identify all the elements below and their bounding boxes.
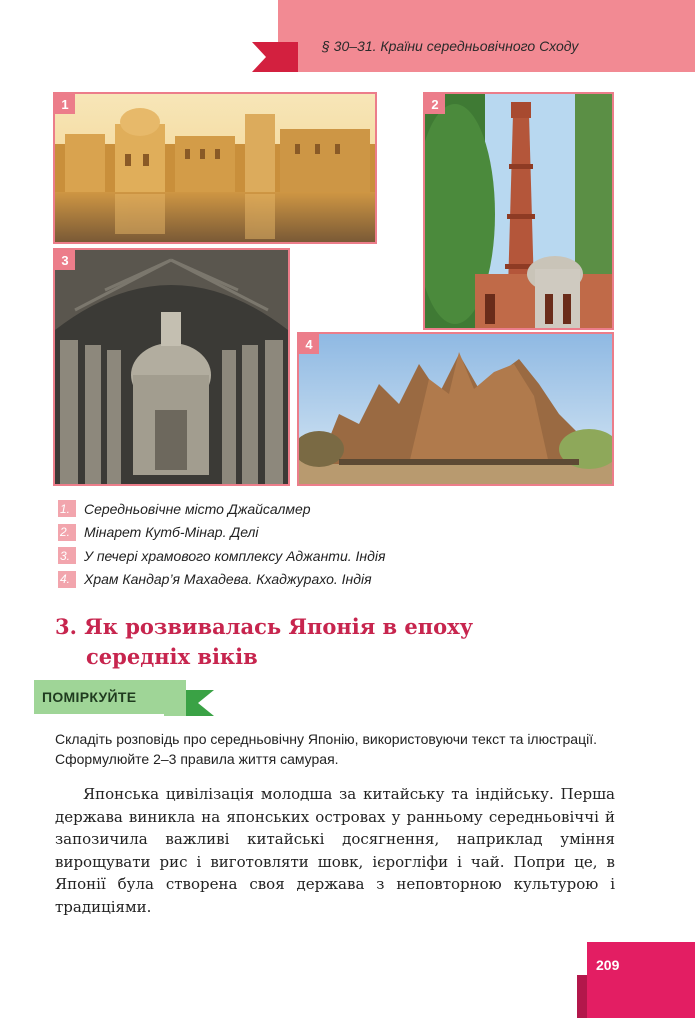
kandariya-temple-icon xyxy=(299,334,612,484)
photo-number: 1 xyxy=(55,94,75,114)
photo-kandariya-temple xyxy=(297,332,614,486)
caption-text: У печері храмового комплексу Аджанти. Індія xyxy=(84,547,386,564)
photo-qutb-minar xyxy=(423,92,614,330)
chapter-title: § 30–31. Країни середньовічного Сходу xyxy=(322,38,579,54)
caption-number: 4. xyxy=(58,571,76,588)
task-text: Складіть розповідь про середньовічну Японію, використовуючи текст та ілюстрації. Сформулюйте 2–3 правила життя самурая. xyxy=(55,731,597,767)
photo-number: 3 xyxy=(55,250,75,270)
think-label: ПОМІРКУЙТЕ xyxy=(42,689,137,705)
photo-number: 4 xyxy=(299,334,319,354)
caption-item xyxy=(58,497,385,521)
photo-jaisalmer xyxy=(53,92,377,244)
photo-captions xyxy=(58,497,385,591)
city-jaisalmer-icon xyxy=(55,94,375,242)
section-heading xyxy=(55,612,473,672)
caption-number: 3. xyxy=(58,547,76,564)
caption-number: 2. xyxy=(58,524,76,541)
minaret-qutb-minar-icon xyxy=(425,94,612,328)
ribbon-icon xyxy=(252,42,298,72)
caption-text: Храм Кандар’я Махадева. Кхаджурахо. Індія xyxy=(84,571,372,588)
photo-number: 2 xyxy=(425,94,445,114)
section-heading-line2: середніх віків xyxy=(86,644,258,669)
section-heading-line1: 3. Як розвивалась Японія в епоху xyxy=(55,614,474,639)
body-paragraph: Японська цивілізація молодша за китайську та індійську. Перша держава виникла на японських островах у ранньому середньовіччі й запозичила важливі китайські досягнення, наприклад уміння вирощувати рис і виготовляти шовк, ієрогліфи і чай. Попри це, в Японії була створена своя держава з неповторною культурою і традиціями. xyxy=(55,785,615,916)
caption-item xyxy=(58,568,385,592)
header-band xyxy=(278,0,695,72)
caption-item xyxy=(58,521,385,545)
page-number-box xyxy=(587,942,695,1018)
caption-item xyxy=(58,544,385,568)
arrow-icon xyxy=(164,686,214,720)
caption-number: 1. xyxy=(58,500,76,517)
caption-text: Середньовічне місто Джайсалмер xyxy=(84,500,311,517)
page-number: 209 xyxy=(596,957,620,973)
caption-text: Мінарет Кутб-Мінар. Делі xyxy=(84,524,259,541)
ajanta-cave-icon xyxy=(55,250,288,484)
photo-ajanta-cave xyxy=(53,248,290,486)
